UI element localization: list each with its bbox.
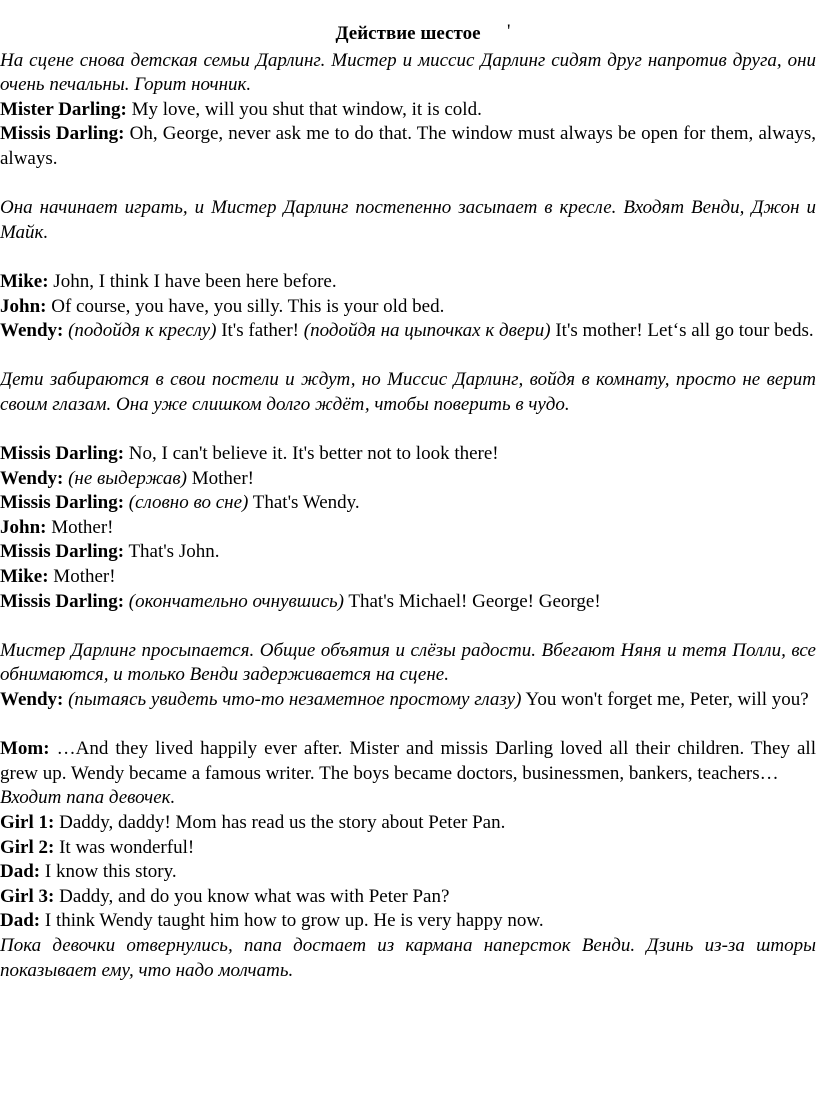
speaker-name: Dad: xyxy=(0,910,41,932)
speaker-name: Mike: xyxy=(0,566,49,588)
speaker-name: Girl 2: xyxy=(0,836,55,858)
speech-text: That's Michael! George! George! xyxy=(343,590,601,612)
parenthetical-direction: (окончательно очнувшись) xyxy=(124,590,344,612)
parenthetical-direction: (не выдержав) xyxy=(63,467,187,489)
blank-line xyxy=(0,614,816,639)
dialogue-line xyxy=(0,319,816,344)
parenthetical-direction: (подойдя на цыпочках к двери) xyxy=(303,320,551,342)
speaker-name: Missis Darling: xyxy=(0,123,125,145)
stage-direction: Дети забираются в свои постели и ждут, но Миссис Дарлинг, войдя в комнату, просто не верит своим глазам. Она уже слишком долго ждёт, чтобы поверить в чудо. xyxy=(0,369,816,415)
dialogue-line xyxy=(0,270,816,295)
parenthetical-direction: (словно во сне) xyxy=(124,492,249,514)
speech-text: I think Wendy taught him how to grow up. He is very happy now. xyxy=(40,910,544,932)
stage-direction: Мистер Дарлинг просыпается. Общие объятия и слёзы радости. Вбегают Няня и тетя Полли, все обнимаются, и только Венди задерживается на сцене. xyxy=(0,639,816,686)
speech-text: Mother! xyxy=(48,566,116,588)
dialogue-line xyxy=(0,737,816,786)
dialogue-line xyxy=(0,442,816,467)
stage-direction: Она начинает играть, и Мистер Дарлинг постепенно засыпает в кресле. Входят Венди, Джон и Майк. xyxy=(0,197,816,243)
speech-text: It's father! xyxy=(216,320,304,342)
blank-line xyxy=(0,344,816,369)
parenthetical-direction: (подойдя к креслу) xyxy=(63,320,217,342)
stage-direction: На сцене снова детская семьи Дарлинг. Мистер и миссис Дарлинг сидят друг напротив друга, они очень печальны. Горит ночник. xyxy=(0,49,816,96)
dialogue-line xyxy=(0,295,816,320)
dialogue-line xyxy=(0,909,816,934)
speech-text: Daddy, and do you know what was with Peter Pan? xyxy=(54,885,450,907)
speech-text: It's mother! Let‘s all go tour beds. xyxy=(550,320,814,342)
speaker-name: Girl 3: xyxy=(0,885,55,907)
speaker-name: Wendy: xyxy=(0,467,64,489)
speech-text: …And they lived happily ever after. Mister and missis Darling loved all their children. They all grew up. Wendy became a famous writer. The boys became doctors, businessmen, bankers, teachers… xyxy=(0,738,816,784)
speech-text: Of course, you have, you silly. This is your old bed. xyxy=(46,295,445,317)
script-page xyxy=(0,22,816,983)
dialogue-line xyxy=(0,516,816,541)
blank-line xyxy=(0,418,816,443)
dialogue-line xyxy=(0,540,816,565)
speaker-name: Mom: xyxy=(0,738,50,760)
speech-text: That's Wendy. xyxy=(248,492,360,514)
dialogue-line xyxy=(0,467,816,492)
dialogue-line xyxy=(0,98,816,123)
dialogue-line xyxy=(0,122,816,171)
speech-text: You won't forget me, Peter, will you? xyxy=(521,689,809,711)
stage-direction: Пока девочки отвернулись, папа достает из кармана наперсток Венди. Дзинь из-за шторы показывает ему, что надо молчать. xyxy=(0,934,816,981)
speaker-name: Wendy: xyxy=(0,689,64,711)
blank-line xyxy=(0,172,816,197)
dialogue-line xyxy=(0,885,816,910)
speaker-name: Mike: xyxy=(0,270,49,292)
speaker-name: Missis Darling: xyxy=(0,590,125,612)
act-title xyxy=(0,22,816,47)
dialogue-line xyxy=(0,491,816,516)
speaker-name: Girl 1: xyxy=(0,812,55,833)
dialogue-line xyxy=(0,836,816,861)
speaker-name: Mister Darling: xyxy=(0,98,127,120)
dialogue-line xyxy=(0,565,816,590)
speech-text: No, I can't believe it. It's better not to look there! xyxy=(124,443,499,465)
speech-text: Daddy, daddy! Mom has read us the story about Peter Pan. xyxy=(54,812,506,833)
speaker-name: Missis Darling: xyxy=(0,541,125,563)
speech-text: My love, will you shut that window, it is cold. xyxy=(126,98,482,120)
speaker-name: Dad: xyxy=(0,861,41,883)
dialogue-line xyxy=(0,590,816,615)
speaker-name: Missis Darling: xyxy=(0,492,125,514)
speech-text: It was wonderful! xyxy=(54,836,195,858)
speech-text: Mother! xyxy=(46,516,114,538)
speaker-name: Wendy: xyxy=(0,320,64,342)
speaker-name: Missis Darling: xyxy=(0,443,125,465)
blank-line xyxy=(0,245,816,270)
speech-text: Mother! xyxy=(186,467,254,489)
dialogue-line xyxy=(0,860,816,885)
speaker-name: John: xyxy=(0,516,47,538)
title-mark: ' xyxy=(507,21,511,42)
speech-text: That's John. xyxy=(124,541,220,563)
dialogue-line xyxy=(0,811,816,836)
speaker-name: John: xyxy=(0,295,47,317)
speech-text: Oh, George, never ask me to do that. The window must always be open for them, always, always. xyxy=(0,123,816,169)
dialogue-line xyxy=(0,688,816,713)
act-title-text: Действие шестое xyxy=(335,23,481,44)
stage-direction: Входит папа девочек. xyxy=(0,787,176,809)
speech-text: I know this story. xyxy=(40,861,177,883)
parenthetical-direction: (пытаясь увидеть что-то незаметное простому глазу) xyxy=(63,689,522,711)
blank-line xyxy=(0,713,816,738)
script-lines xyxy=(0,49,816,984)
speech-text: John, I think I have been here before. xyxy=(48,270,337,292)
